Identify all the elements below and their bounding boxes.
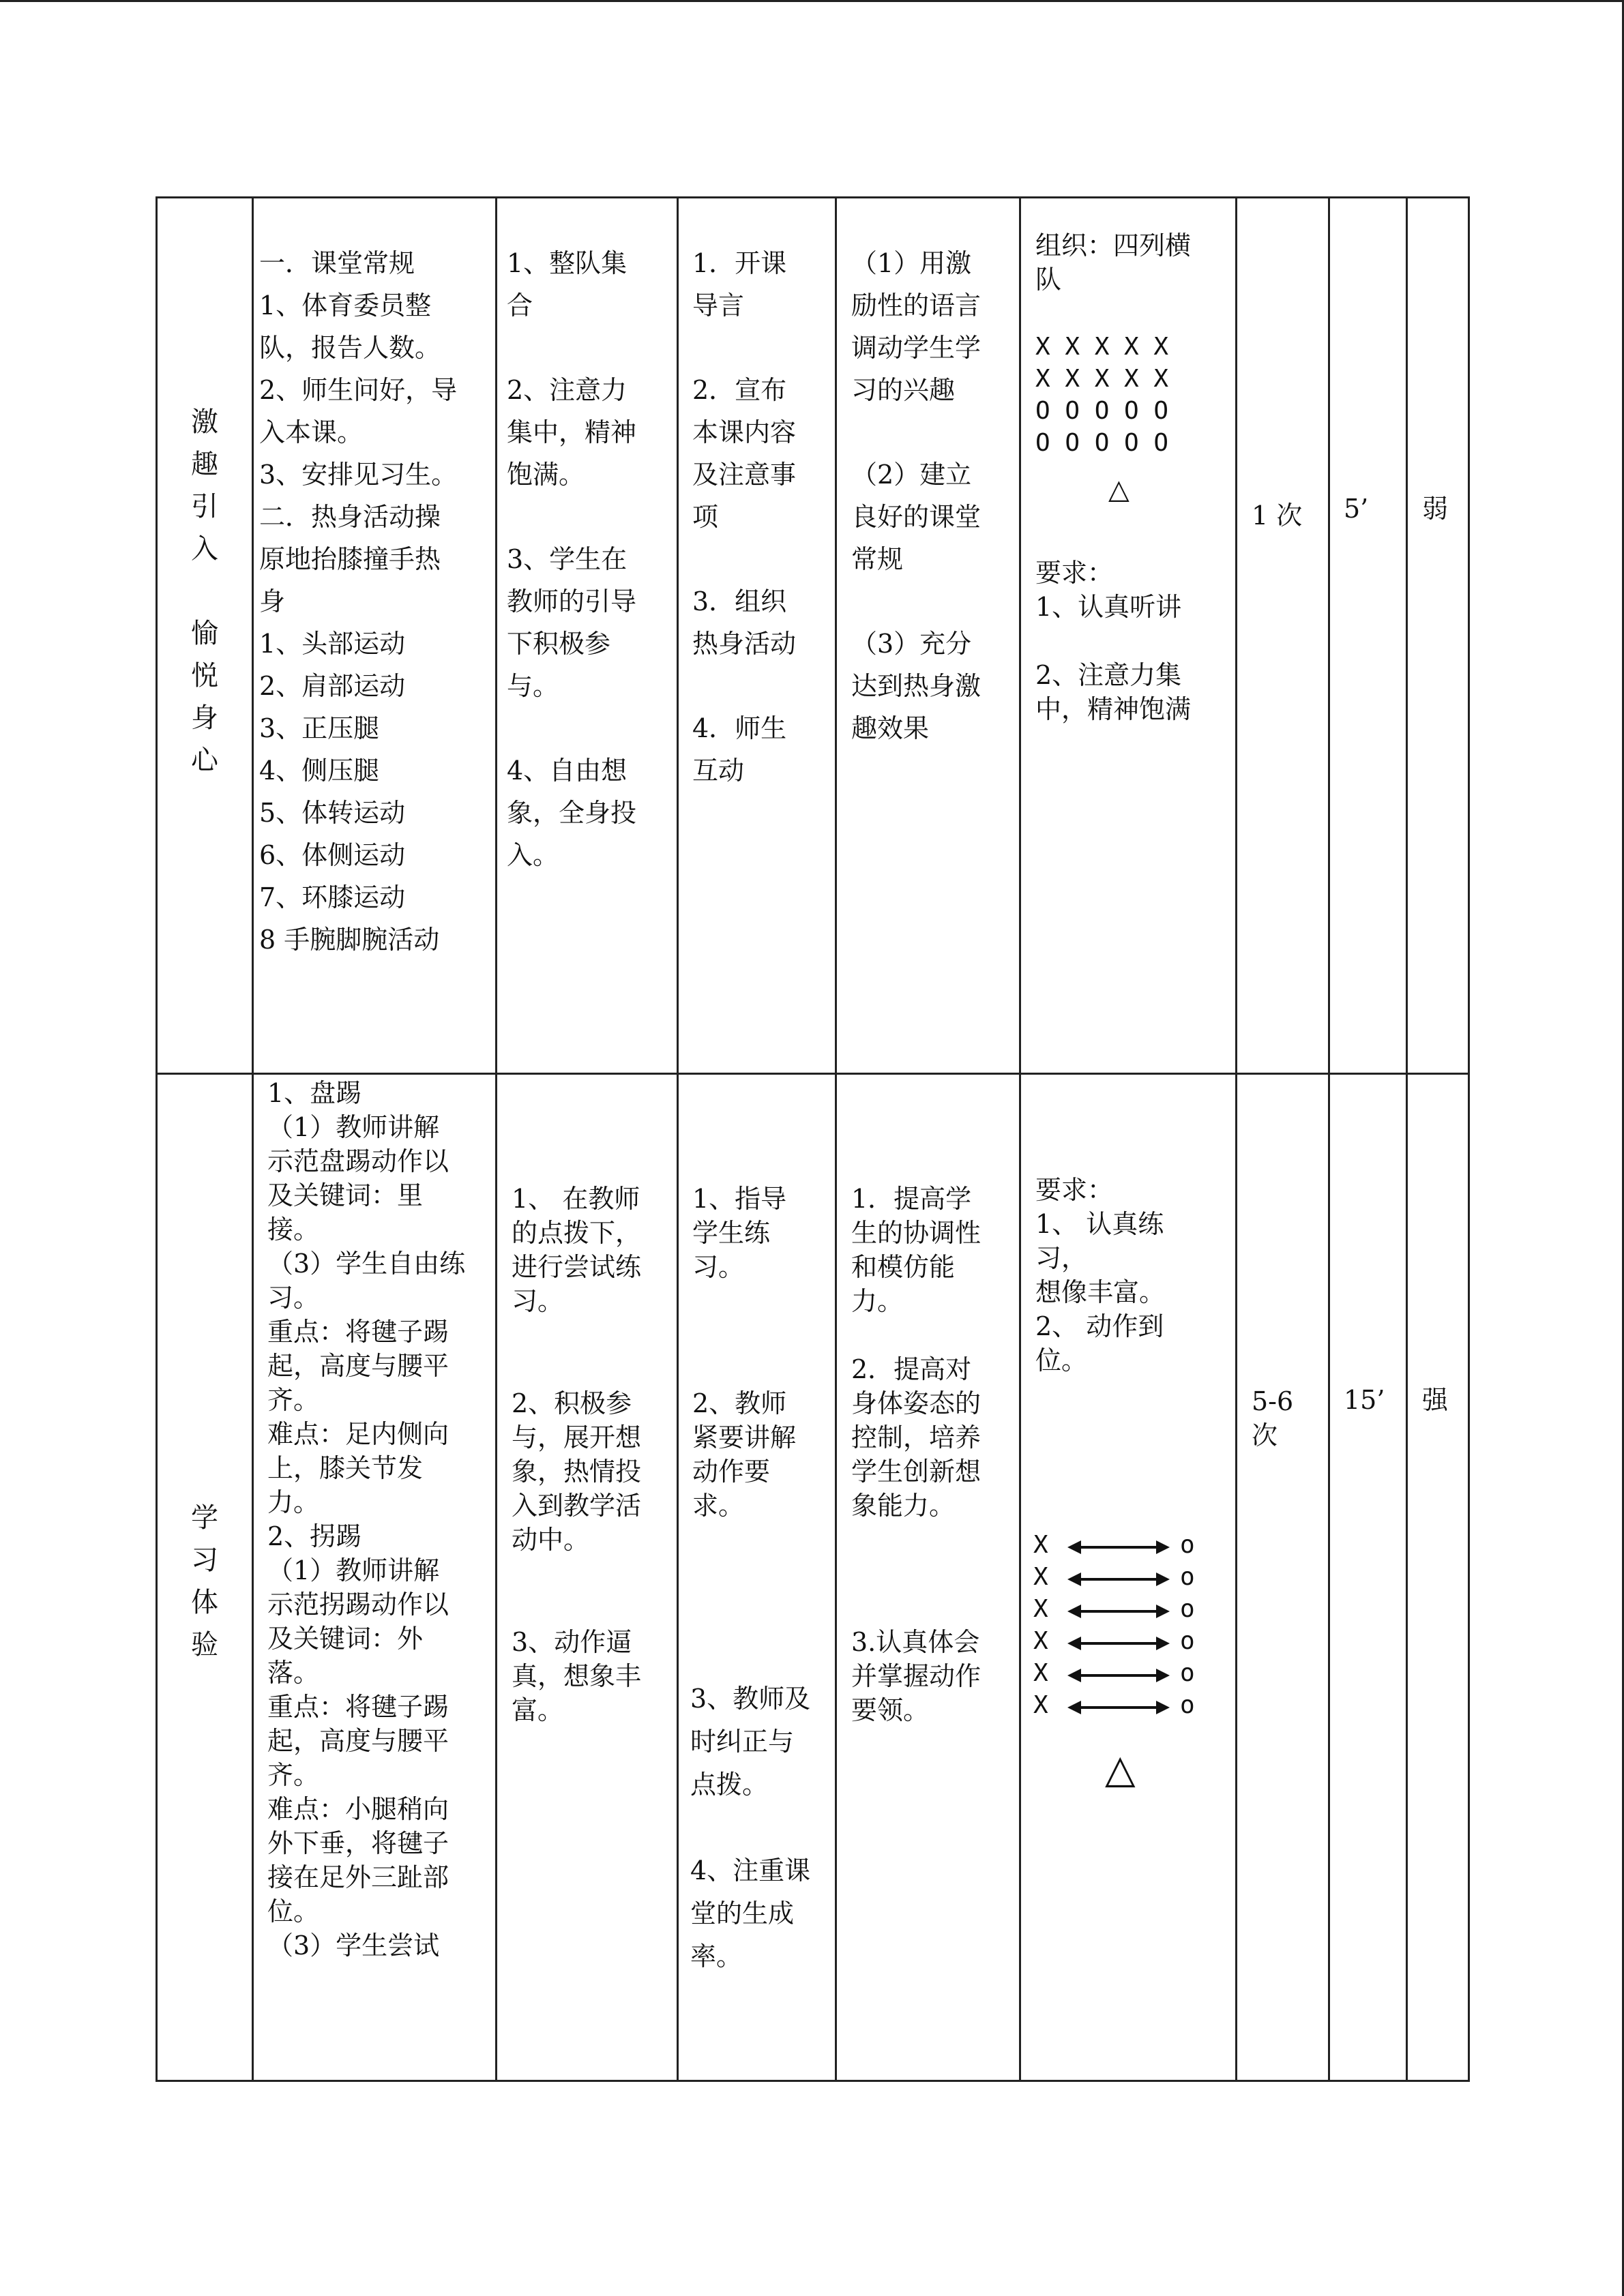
- text-line: 示范盘踢动作以: [267, 1146, 449, 1176]
- text-line: 要求：: [1035, 1175, 1114, 1205]
- row1-intensity: [1422, 488, 1448, 530]
- text-line: 4、侧压腿: [259, 756, 380, 786]
- pair-row: [1033, 1563, 1211, 1596]
- row1-teacher-cell: [692, 242, 796, 792]
- text-line: 率。: [690, 1941, 743, 1971]
- text-line: 习。: [692, 1252, 745, 1282]
- text-line: 5-6: [1252, 1386, 1294, 1416]
- text-line: 习。: [267, 1283, 320, 1313]
- text-line: 6、体侧运动: [259, 840, 406, 870]
- row1-goals-cell: [851, 242, 981, 749]
- text-line: 象，全身投: [507, 798, 637, 828]
- text-line: 热身活动: [692, 629, 797, 659]
- text-line: 位。: [1035, 1345, 1088, 1375]
- text-line: 入到教学活: [512, 1491, 642, 1521]
- text-line: 3．组织: [692, 586, 787, 616]
- text-line: 2、拐踢: [267, 1521, 362, 1551]
- row1-student-cell: [507, 242, 636, 876]
- text-line: 的点拨下，: [512, 1218, 642, 1248]
- text-line: （3）学生自由练: [267, 1249, 466, 1279]
- text-line: （1）用激: [851, 248, 972, 278]
- text-line: 学生练: [692, 1218, 771, 1248]
- row2-teacher-cell-a: [692, 1182, 796, 1523]
- pair-row: [1033, 1595, 1211, 1628]
- text-line: 一．课堂常规: [259, 248, 415, 278]
- text-line: 象，热情投: [512, 1457, 642, 1487]
- stage-char: 悦: [191, 660, 218, 691]
- pair-row: [1033, 1691, 1211, 1724]
- text-line: [692, 538, 796, 580]
- text-line: 队，报告人数。: [259, 333, 441, 363]
- text-line: O O O O O: [1035, 397, 1169, 425]
- player-o-label: o: [1180, 1595, 1195, 1623]
- text-line: 外下垂，将毽子: [267, 1828, 449, 1858]
- text-line: 队: [1035, 265, 1062, 295]
- intensity-value: 强: [1422, 1385, 1449, 1415]
- text-line: 与，展开想: [512, 1422, 642, 1452]
- text-line: 4、自由想: [507, 756, 628, 786]
- text-line: 起，高度与腰平: [267, 1351, 449, 1381]
- text-line: [851, 411, 981, 453]
- text-line: 点拨。: [690, 1770, 769, 1800]
- text-line: 并掌握动作: [851, 1661, 981, 1691]
- text-line: 3、教师及: [690, 1684, 811, 1714]
- double-arrow-icon: [1067, 1539, 1170, 1555]
- stage-char: 入: [191, 533, 218, 565]
- text-line: 起，高度与腰平: [267, 1726, 449, 1756]
- page-top-border: [0, 0, 1624, 2]
- text-line: 身体姿态的: [851, 1388, 981, 1418]
- text-line: 想像丰富。: [1035, 1277, 1166, 1307]
- text-line: （1）教师讲解: [267, 1112, 440, 1142]
- text-line: 集中，精神: [507, 417, 637, 447]
- text-line: 生的协调性: [851, 1218, 981, 1248]
- row2-teacher-triangle-icon: △: [1105, 1746, 1136, 1792]
- text-line: 项: [692, 502, 719, 532]
- pair-row: [1033, 1531, 1211, 1564]
- text-line: 重点：将毽子踢: [267, 1317, 449, 1347]
- text-line: 习的兴趣: [851, 375, 956, 405]
- text-line: （1）教师讲解: [267, 1555, 440, 1585]
- text-line: 身: [259, 586, 286, 616]
- table-top-line: [156, 196, 1470, 198]
- col-divider-4: [835, 196, 837, 2082]
- double-arrow-icon: [1067, 1699, 1170, 1716]
- col-divider-5: [1019, 196, 1021, 2082]
- text-line: 接。: [267, 1214, 320, 1244]
- text-line: 1、整队集: [507, 248, 628, 278]
- row1-stage-label: [183, 401, 226, 781]
- text-line: [507, 496, 636, 538]
- text-line: 时纠正与: [690, 1727, 795, 1757]
- text-line: 象能力。: [851, 1491, 956, 1521]
- intensity-value: 弱: [1422, 494, 1449, 524]
- text-line: 调动学生学: [851, 333, 981, 363]
- row1-duration: [1344, 488, 1368, 530]
- text-line: 3、安排见习生。: [259, 460, 458, 490]
- text-line: 2、注意力集: [1035, 660, 1182, 690]
- text-line: 堂的生成: [690, 1898, 795, 1928]
- duration-value: 5’: [1344, 494, 1369, 524]
- text-line: 入本课。: [259, 417, 364, 447]
- row2-duration: [1344, 1379, 1385, 1421]
- text-line: 二．热身活动操: [259, 502, 441, 532]
- text-line: 互动: [692, 756, 745, 786]
- player-o-label: o: [1180, 1627, 1195, 1655]
- double-arrow-icon: [1067, 1603, 1170, 1620]
- player-x-label: X: [1033, 1627, 1048, 1655]
- text-line: 2、 动作到: [1035, 1311, 1164, 1341]
- stage-char: [183, 570, 226, 612]
- text-line: 接在足外三趾部: [267, 1862, 449, 1892]
- double-arrow-icon: [1067, 1571, 1170, 1587]
- stage-char: 习: [191, 1545, 218, 1576]
- row1-teacher-triangle-icon: △: [1108, 474, 1130, 505]
- text-line: 2、师生问好，导: [259, 375, 458, 405]
- text-line: [1035, 624, 1191, 658]
- text-line: 8 手腕脚腕活动: [259, 925, 440, 955]
- text-line: 组织：四列横: [1035, 230, 1192, 260]
- text-line: 习，: [1035, 1243, 1088, 1273]
- text-line: 学生创新想: [851, 1457, 981, 1487]
- text-line: 合: [507, 290, 533, 320]
- text-line: 1．提高学: [851, 1184, 972, 1214]
- text-line: 要领。: [851, 1695, 930, 1725]
- text-line: 力。: [267, 1487, 320, 1517]
- player-x-label: X: [1033, 1691, 1048, 1719]
- player-o-label: o: [1180, 1563, 1195, 1591]
- text-line: 励性的语言: [851, 290, 981, 320]
- text-line: [851, 1523, 981, 1557]
- text-line: O O O O O: [1035, 429, 1169, 457]
- player-x-label: X: [1033, 1531, 1048, 1559]
- text-line: 教师的引导: [507, 586, 637, 616]
- text-line: 中，精神饱满: [1035, 694, 1192, 724]
- text-line: 导言: [692, 290, 745, 320]
- player-o-label: o: [1180, 1659, 1195, 1687]
- stage-char: 身: [191, 702, 218, 734]
- text-line: 真，想象丰: [512, 1661, 642, 1691]
- pair-row: [1033, 1627, 1211, 1660]
- text-line: X X X X X: [1035, 365, 1169, 393]
- text-line: 位。: [267, 1896, 320, 1926]
- text-line: [692, 1318, 796, 1352]
- text-line: 1、指导: [692, 1184, 787, 1214]
- table-bottom-line: [156, 2080, 1470, 2082]
- stage-char: 学: [191, 1502, 218, 1534]
- text-line: 4．师生: [692, 713, 787, 743]
- text-line: 1、盘踢: [267, 1078, 362, 1108]
- times-value: 1 次: [1252, 501, 1303, 531]
- text-line: [512, 1352, 641, 1386]
- text-line: 及注意事: [692, 460, 797, 490]
- text-line: [690, 1806, 810, 1849]
- row2-stage-label: [183, 1497, 226, 1666]
- duration-value: 15’: [1344, 1385, 1385, 1415]
- player-x-label: X: [1033, 1563, 1048, 1591]
- stage-char: 验: [191, 1629, 218, 1660]
- text-line: 3、正压腿: [259, 713, 380, 743]
- text-line: 落。: [267, 1658, 320, 1688]
- stage-char: 趣: [191, 449, 218, 480]
- text-line: 及关键词：里: [267, 1180, 424, 1210]
- stage-char: 心: [191, 745, 218, 776]
- text-line: [851, 1557, 981, 1591]
- col-divider-6: [1235, 196, 1237, 2082]
- text-line: [512, 1591, 641, 1625]
- text-line: 3、学生在: [507, 544, 628, 574]
- text-line: 2．提高对: [851, 1354, 972, 1384]
- text-line: 1、认真听讲: [1035, 592, 1182, 622]
- stage-char: 引: [191, 491, 218, 522]
- double-arrow-icon: [1067, 1635, 1170, 1652]
- col-divider-8: [1406, 196, 1408, 2082]
- row1-requirements: [1035, 556, 1191, 726]
- text-line: X X X X X: [1035, 333, 1169, 361]
- row1-organization-title: [1035, 228, 1191, 297]
- text-line: 4、注重课: [690, 1855, 811, 1885]
- text-line: 和模仿能: [851, 1252, 956, 1282]
- text-line: 难点：小腿稍向: [267, 1794, 449, 1824]
- row2-intensity: [1422, 1379, 1448, 1421]
- col-divider-2: [495, 196, 497, 2082]
- text-line: 达到热身激: [851, 671, 981, 701]
- text-line: [692, 1352, 796, 1386]
- row2-times: [1252, 1384, 1293, 1452]
- text-line: 要求：: [1035, 558, 1114, 588]
- text-line: 2、教师: [692, 1388, 787, 1418]
- text-line: [692, 327, 796, 369]
- text-line: 下积极参: [507, 629, 611, 659]
- text-line: 3.认真体会: [851, 1627, 980, 1657]
- text-line: [512, 1318, 641, 1352]
- player-x-label: X: [1033, 1595, 1048, 1623]
- text-line: [851, 1318, 981, 1352]
- text-line: 5、体转运动: [259, 798, 406, 828]
- text-line: 动作要: [692, 1457, 771, 1487]
- text-line: 2、积极参: [512, 1388, 632, 1418]
- text-line: 求。: [692, 1491, 745, 1521]
- text-line: 上，膝关节发: [267, 1453, 424, 1483]
- text-line: 趣效果: [851, 713, 930, 743]
- player-o-label: o: [1180, 1531, 1195, 1559]
- text-line: （3）学生尝试: [267, 1930, 440, 1960]
- text-line: 原地抬膝撞手热: [259, 544, 441, 574]
- text-line: 2、肩部运动: [259, 671, 406, 701]
- row2-goals-cell: [851, 1182, 981, 1727]
- pair-row: [1033, 1659, 1211, 1692]
- double-arrow-icon: [1067, 1667, 1170, 1684]
- text-line: 3、动作逼: [512, 1627, 632, 1657]
- table-left-line: [156, 196, 158, 2082]
- text-line: 动中。: [512, 1525, 590, 1555]
- col-divider-3: [677, 196, 679, 2082]
- text-line: 齐。: [267, 1385, 320, 1415]
- text-line: 1、 认真练: [1035, 1209, 1164, 1239]
- row1-formation-grid: [1035, 331, 1168, 459]
- text-line: 控制，培养: [851, 1422, 981, 1452]
- row1-times: [1252, 494, 1302, 537]
- player-o-label: o: [1180, 1691, 1195, 1719]
- row2-student-cell: [512, 1182, 641, 1727]
- text-line: 示范拐踢动作以: [267, 1590, 449, 1620]
- table-row-divider: [156, 1073, 1470, 1075]
- text-line: 7、环膝运动: [259, 882, 406, 912]
- text-line: 紧要讲解: [692, 1422, 797, 1452]
- text-line: 与。: [507, 671, 559, 701]
- text-line: [692, 665, 796, 707]
- text-line: 习。: [512, 1286, 564, 1316]
- text-line: 2、注意力: [507, 375, 628, 405]
- text-line: 及关键词：外: [267, 1624, 424, 1654]
- text-line: 1、头部运动: [259, 629, 406, 659]
- stage-char: 激: [191, 406, 218, 438]
- text-line: 本课内容: [692, 417, 797, 447]
- col-divider-7: [1328, 196, 1330, 2082]
- text-line: 富。: [512, 1695, 564, 1725]
- text-line: [851, 1591, 981, 1625]
- text-line: [507, 707, 636, 749]
- text-line: 常规: [851, 544, 904, 574]
- text-line: [512, 1557, 641, 1591]
- text-line: [851, 580, 981, 623]
- text-line: 饱满。: [507, 460, 585, 490]
- row2-content-cell: [267, 1076, 465, 1963]
- text-line: [692, 1284, 796, 1318]
- text-line: 2．宣布: [692, 375, 787, 405]
- text-line: 良好的课堂: [851, 502, 981, 532]
- row2-teacher-cell-b: [690, 1678, 810, 1978]
- text-line: （3）充分: [851, 629, 972, 659]
- text-line: 1、 在教师: [512, 1184, 640, 1214]
- text-line: [507, 327, 636, 369]
- text-line: 入。: [507, 840, 559, 870]
- text-line: 齐。: [267, 1760, 320, 1790]
- row2-requirements: [1035, 1173, 1165, 1377]
- stage-char: 愉: [191, 618, 218, 649]
- text-line: 力。: [851, 1286, 904, 1316]
- text-line: 次: [1252, 1420, 1278, 1450]
- text-line: 1．开课: [692, 248, 787, 278]
- col-divider-1: [252, 196, 254, 2082]
- stage-char: 体: [191, 1587, 218, 1618]
- text-line: 难点：足内侧向: [267, 1419, 449, 1449]
- player-x-label: X: [1033, 1659, 1048, 1687]
- table-right-line: [1468, 196, 1470, 2082]
- text-line: 1、体育委员整: [259, 290, 432, 320]
- text-line: 重点：将毽子踢: [267, 1692, 449, 1722]
- row1-content-cell: [259, 242, 457, 961]
- text-line: （2）建立: [851, 460, 972, 490]
- text-line: 进行尝试练: [512, 1252, 642, 1282]
